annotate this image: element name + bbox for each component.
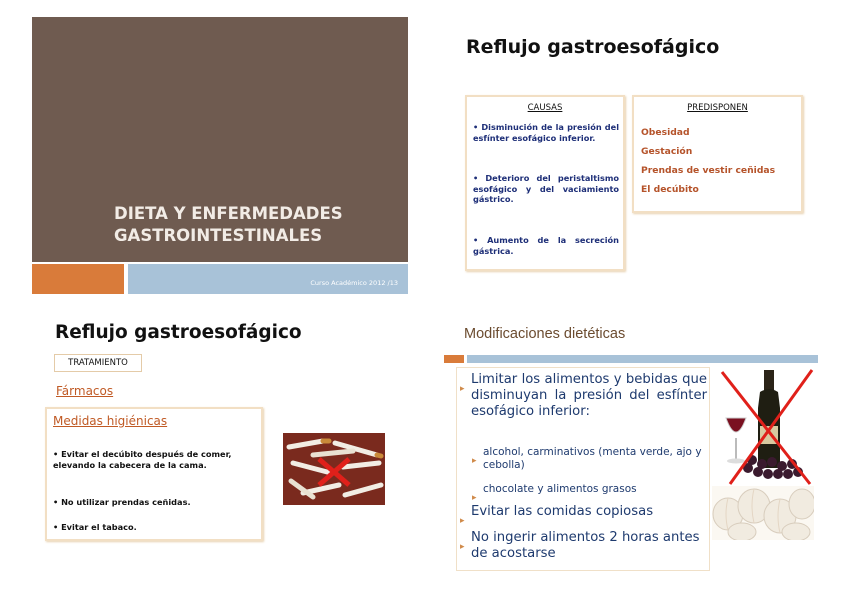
arrow-bullet-icon: ▸ xyxy=(460,516,465,526)
slide4-title: Modificaciones dietéticas xyxy=(464,326,626,342)
medidas-box xyxy=(45,407,263,541)
medida-item: • Evitar el decúbito después de comer, elevando la cabecera de la cama. xyxy=(53,449,232,470)
title-slide xyxy=(32,17,408,297)
medida-item: • Evitar el tabaco. xyxy=(53,522,137,532)
orange-accent-bar xyxy=(32,264,124,294)
slide2-title: Reflujo gastroesofágico xyxy=(466,36,720,58)
arrow-bullet-icon: ▸ xyxy=(472,456,477,466)
arrow-bullet-icon: ▸ xyxy=(460,542,465,552)
medida-item: • No utilizar prendas ceñidas. xyxy=(53,497,191,507)
course-year-footer: Curso Académico 2012 /13 xyxy=(310,279,398,287)
cause-item: • Deterioro del peristaltismo esofágico y del vaciamiento gástrico. xyxy=(473,173,619,204)
predisponen-item: El decúbito xyxy=(641,184,699,195)
blue-accent-bar xyxy=(467,355,818,363)
farmacos-link[interactable]: Fármacos xyxy=(56,384,114,398)
medidas-heading[interactable]: Medidas higiénicas xyxy=(53,414,168,428)
tratamiento-label: TRATAMIENTO xyxy=(54,354,142,372)
predisponen-item: Obesidad xyxy=(641,127,690,138)
title-line-2: GASTROINTESTINALES xyxy=(114,226,323,245)
no-smoking-image xyxy=(283,433,385,505)
predisponen-heading: PREDISPONEN xyxy=(687,103,748,113)
predisponen-box xyxy=(632,95,803,213)
cause-item: • Disminución de la presión del esfínter esofágico inferior. xyxy=(473,122,619,143)
sub-bullet-item: alcohol, carminativos (menta verde, ajo y cebolla) xyxy=(483,446,702,471)
cause-item: • Aumento de la secreción gástrica. xyxy=(473,235,619,256)
arrow-bullet-icon: ▸ xyxy=(460,384,465,394)
arrow-bullet-icon: ▸ xyxy=(472,493,477,503)
slide3-title: Reflujo gastroesofágico xyxy=(55,322,302,343)
wine-and-grapes-image xyxy=(712,368,818,486)
bullet-item: No ingerir alimentos 2 horas antes de acostarse xyxy=(471,530,700,561)
title-slide-heading xyxy=(114,203,404,247)
orange-accent-bar xyxy=(444,355,464,363)
sub-bullet-item: chocolate y alimentos grasos xyxy=(483,483,637,495)
garlic-image xyxy=(712,486,814,540)
title-line-1: DIETA Y ENFERMEDADES xyxy=(114,204,343,223)
causas-heading: CAUSAS xyxy=(527,103,563,113)
predisponen-item: Prendas de vestir ceñidas xyxy=(641,165,776,176)
causas-box xyxy=(465,95,625,271)
bullet-item: Limitar los alimentos y bebidas que disminuyan la presión del esfínter esofágico inferior: xyxy=(471,372,707,419)
predisponen-item: Gestación xyxy=(641,146,693,157)
bullet-item: Evitar las comidas copiosas xyxy=(471,504,654,519)
dietary-changes-list xyxy=(456,367,710,571)
